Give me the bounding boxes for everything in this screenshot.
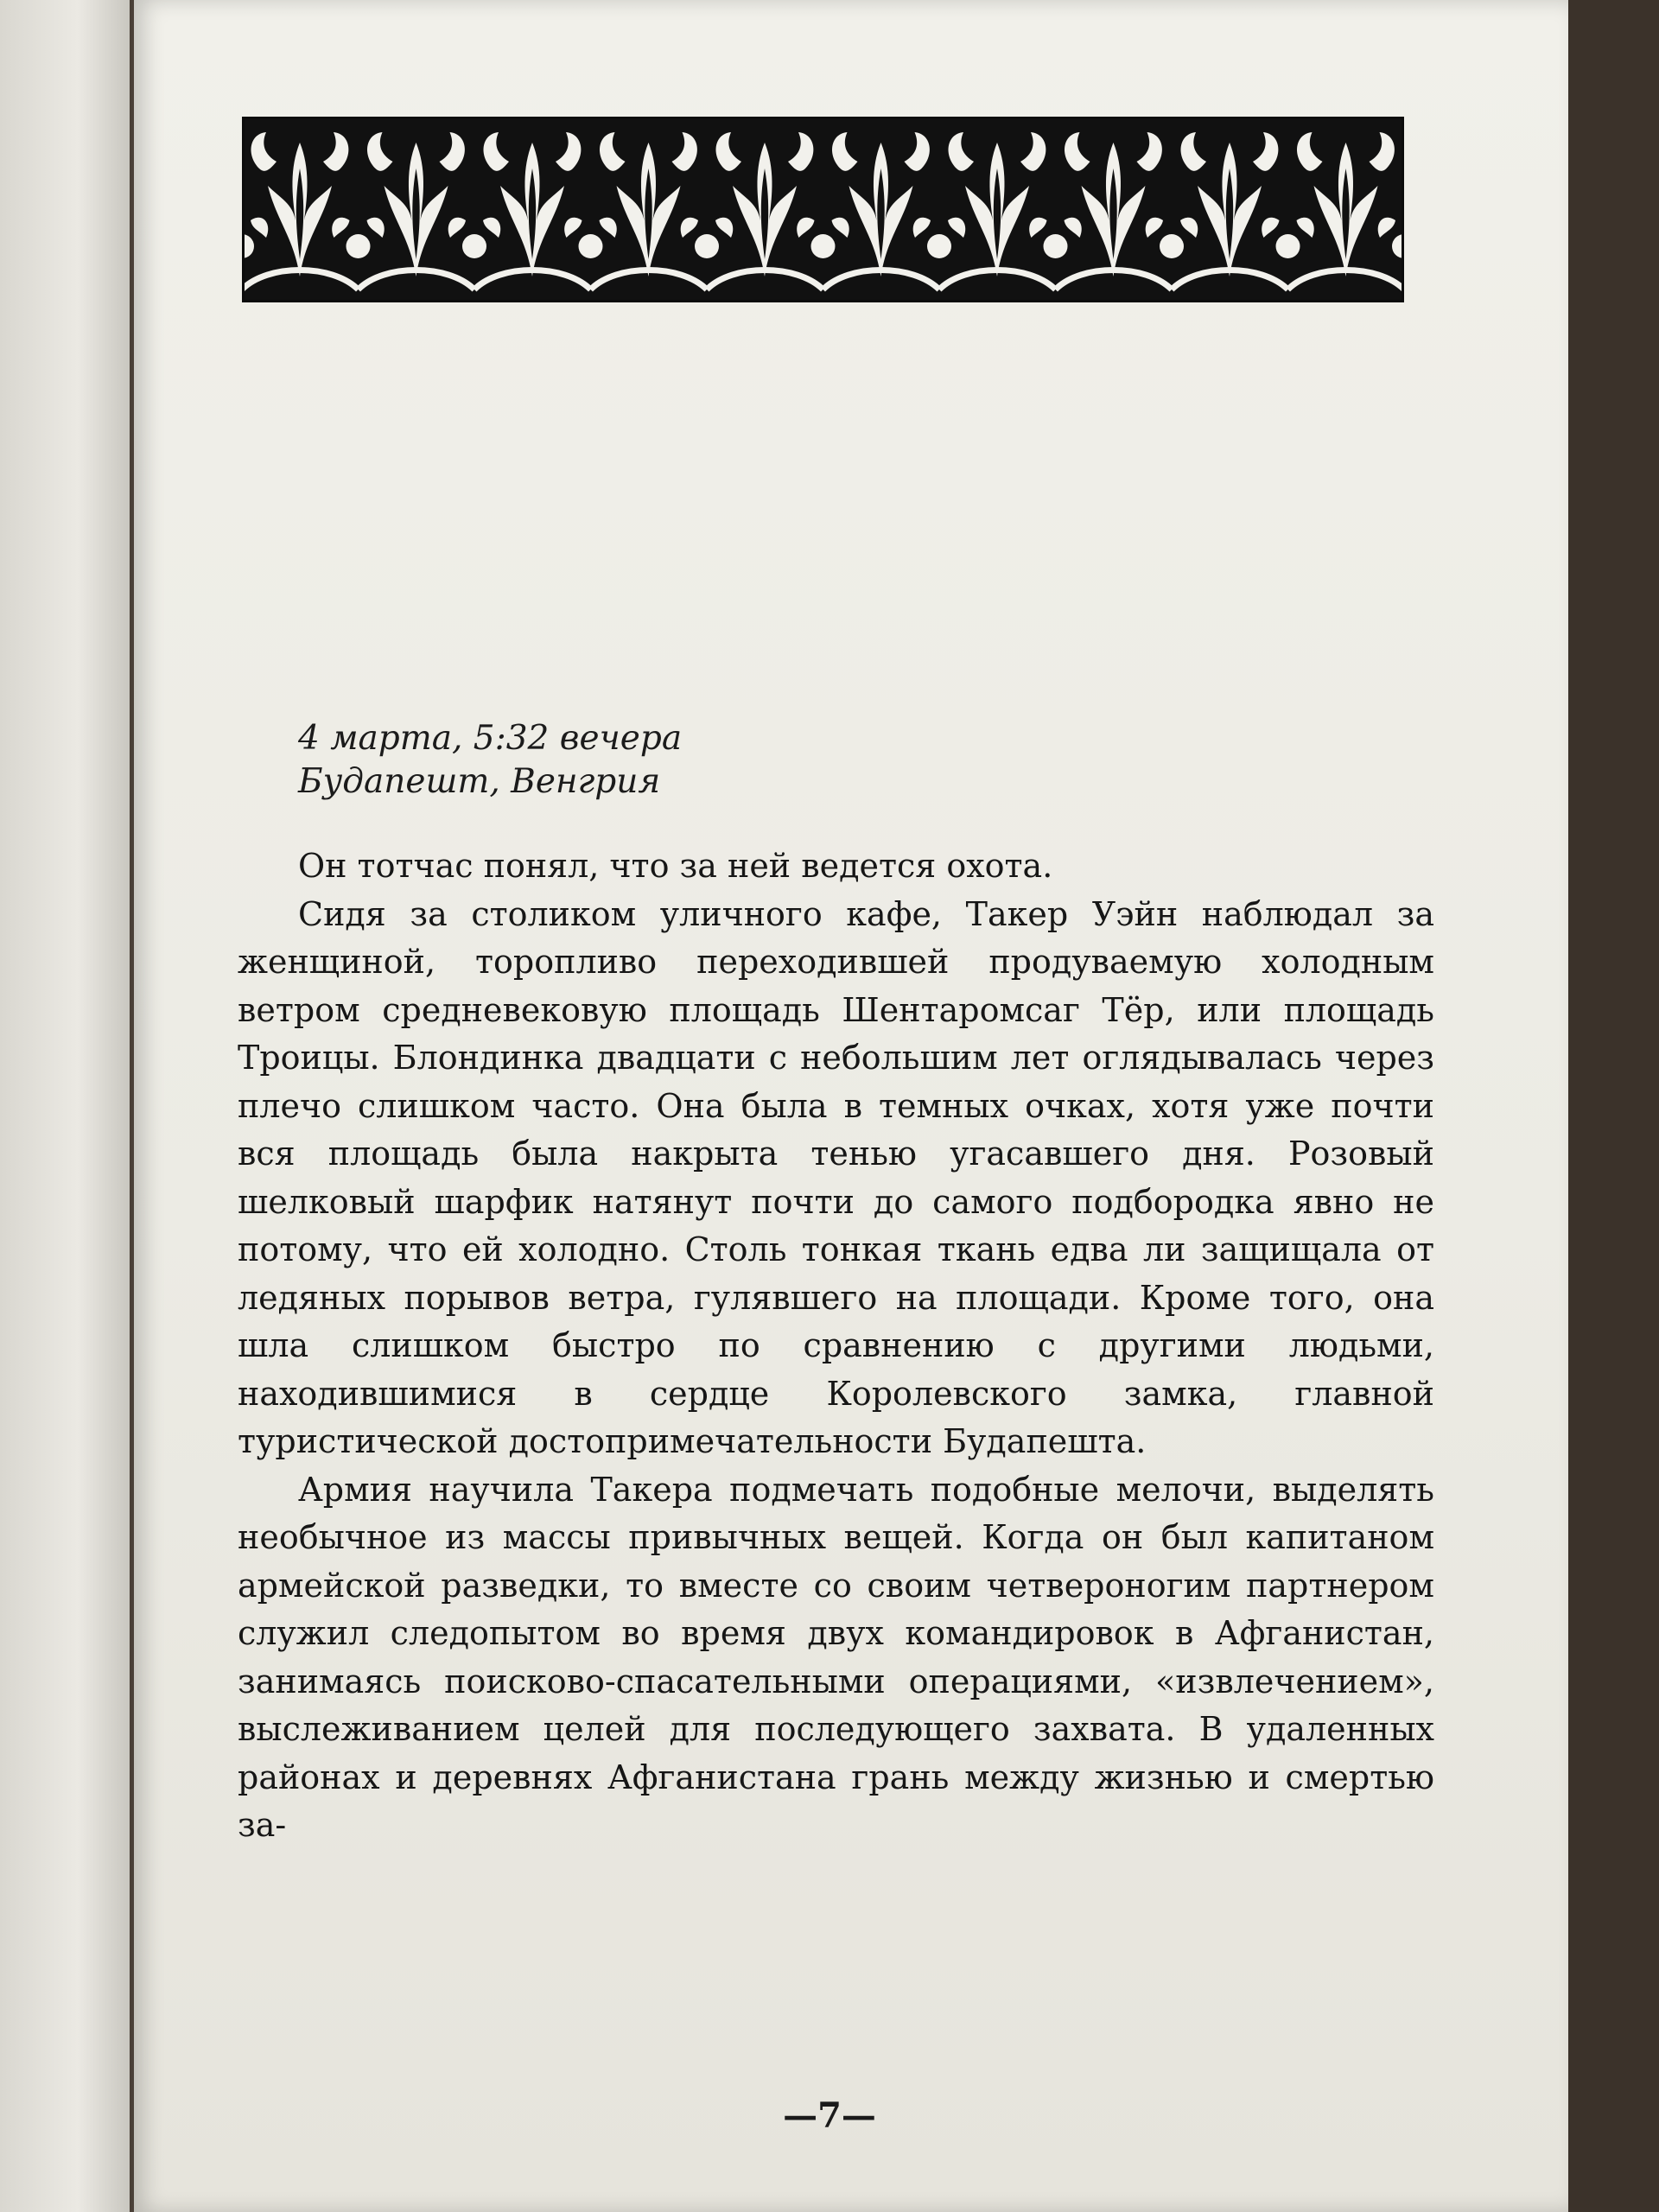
dateline-date: 4 марта, 5:32 вечера (298, 719, 683, 758)
body-text (238, 842, 1434, 1850)
ornamental-header-band (242, 117, 1404, 302)
paragraph: Он тотчас понял, что за ней ведется охота. (298, 847, 1053, 885)
paragraph: Сидя за столиком уличного кафе, Такер Уэйн наблюдал за женщиной, торопливо переходившей продуваемую холодным ветром средневековую площадь Шентаромсаг Тёр, или площадь Троицы. Блондинка двадцати с небольшим лет оглядывалась через плечо слишком часто. Она была в темных очках, хотя уже почти вся площадь была накрыта тенью угасавшего дня. Розовый шелковый шарфик натянут почти до самого подбородка явно не потому, что ей холодно. Столь тонкая ткань едва ли защищала от ледяных порывов ветра, гулявшего на площади. Кроме того, она шла слишком быстро по сравнению с другими людьми, находившимися в сердце Королевского замка, главной туристической достопримечательности Будапешта. (238, 894, 1434, 1460)
chapter-dateline (298, 717, 1378, 804)
dateline-place: Будапешт, Венгрия (298, 762, 661, 801)
paragraph: Армия научила Такера подмечать подобные мелочи, выделять необычное из массы привычных вещей. Когда он был капитаном армейской разведки, то вместе со своим четвероногим партнером служил следопытом во время двух командировок в Афганистан, занимаясь поисково-спасательными операциями, «извлечением», выслеживанием целей для последующего захвата. В удаленных районах и деревнях Афганистана грань между жизнью и смертью за- (238, 1470, 1434, 1844)
background-surface (1568, 0, 1659, 2212)
page-number: —7— (783, 2095, 876, 2136)
facing-page (0, 0, 130, 2212)
